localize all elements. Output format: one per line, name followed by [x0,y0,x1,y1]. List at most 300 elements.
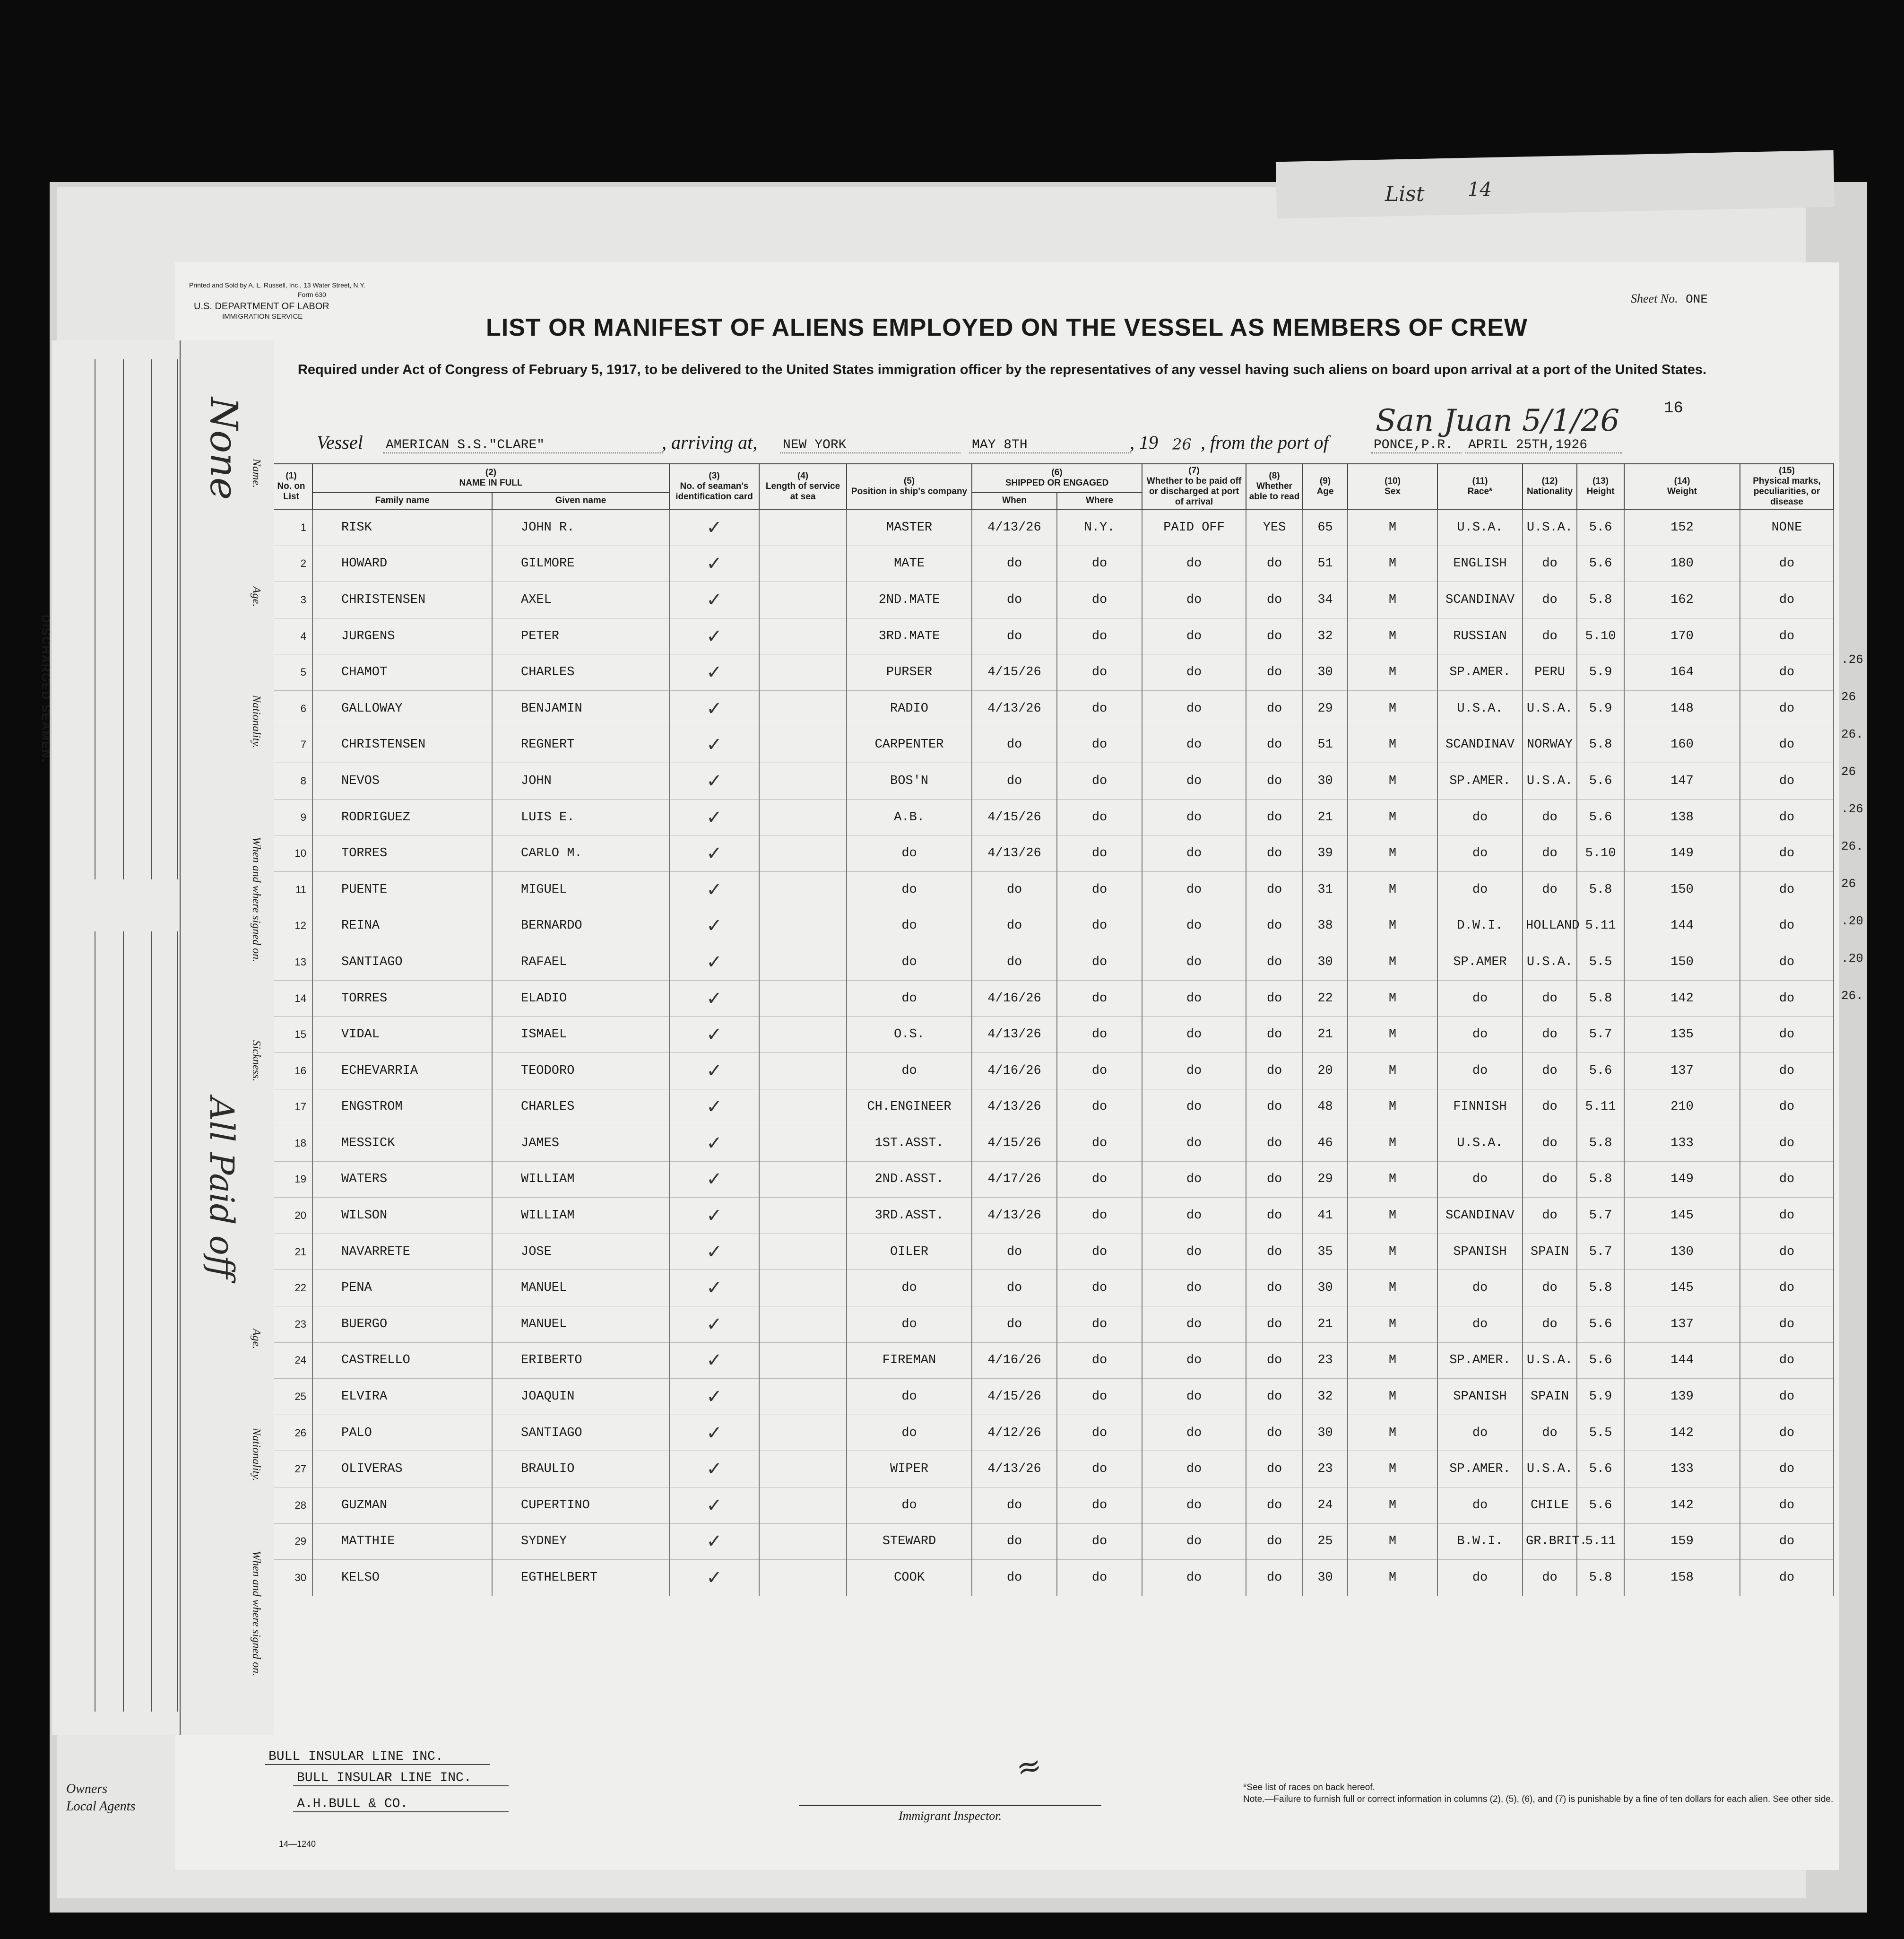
cell-when: 4/15/26 [972,799,1057,835]
cell-read: do [1246,908,1303,944]
cell-age: 21 [1303,1306,1348,1343]
row-number: 19 [270,1161,312,1198]
cell-given: ERIBERTO [492,1342,669,1379]
row-number: 10 [270,835,312,872]
cell-weight: 170 [1624,618,1740,654]
cell-family: REINA [312,908,492,944]
cell-nat: do [1523,980,1577,1017]
cell-weight: 142 [1624,980,1740,1017]
cell-sex: M [1348,582,1437,618]
table-row [270,1451,1834,1487]
cell-sex: M [1348,1487,1437,1524]
service-cell [759,835,847,872]
check-mark-icon: ✓ [706,1386,722,1408]
cell-sex: M [1348,1379,1437,1415]
cell-age: 29 [1303,1161,1348,1198]
col-header-position: (5) Position in ship's company [847,464,972,509]
cell-paid: do [1142,1342,1246,1379]
service-cell [759,1415,847,1451]
id-card-check [669,1270,759,1306]
cell-age: 30 [1303,654,1348,691]
table-row [270,618,1834,654]
cell-paid: PAID OFF [1142,509,1246,546]
row-number: 8 [270,763,312,800]
check-mark-icon: ✓ [706,553,722,575]
col-header-age: (9) Age [1303,464,1348,509]
cell-read: YES [1246,509,1303,546]
cell-paid: do [1142,944,1246,981]
cell-height: 5.6 [1577,1451,1624,1487]
cell-family: JURGENS [312,618,492,654]
row-number: 24 [270,1342,312,1379]
cell-given: ELADIO [492,980,669,1017]
cell-nat: do [1523,1415,1577,1451]
cell-weight: 150 [1624,944,1740,981]
cell-given: BENJAMIN [492,690,669,727]
cell-paid: do [1142,1560,1246,1596]
cell-given: JOHN R. [492,509,669,546]
col-header-height: (13) Height [1577,464,1624,509]
service-cell [759,1052,847,1089]
cell-when: do [972,944,1057,981]
cell-when: 4/13/26 [972,1451,1057,1487]
cell-race: do [1437,799,1523,835]
cell-age: 32 [1303,618,1348,654]
from-port: PONCE,P.R. [1371,438,1462,453]
discharged-seamen-title: DISCHARGED SEAMEN. [39,615,52,763]
service-cell [759,1234,847,1270]
check-mark-icon: ✓ [706,843,722,865]
cell-nat: PERU [1523,654,1577,691]
cell-where: do [1057,1198,1142,1234]
cell-weight: 144 [1624,1342,1740,1379]
row-number: 13 [270,944,312,981]
cell-when: 4/17/26 [972,1161,1057,1198]
crew-rows [270,509,1834,1596]
cell-nat: do [1523,1161,1577,1198]
cell-height: 5.10 [1577,618,1624,654]
check-mark-icon: ✓ [706,1349,722,1372]
cell-age: 30 [1303,1270,1348,1306]
cell-read: do [1246,763,1303,800]
cell-marks: do [1740,546,1834,582]
cell-given: ISMAEL [492,1017,669,1053]
id-card-check [669,1161,759,1198]
check-mark-icon: ✓ [706,770,722,792]
cell-read: do [1246,1017,1303,1053]
cell-marks: do [1740,1379,1834,1415]
cell-paid: do [1142,582,1246,618]
cell-position: do [847,1270,972,1306]
cell-height: 5.10 [1577,835,1624,872]
id-card-check [669,1017,759,1053]
cell-marks: do [1740,1161,1834,1198]
cell-sex: M [1348,1125,1437,1162]
service-cell [759,1306,847,1343]
cell-given: BERNARDO [492,908,669,944]
cell-given: WILLIAM [492,1198,669,1234]
cell-race: D.W.I. [1437,908,1523,944]
cell-where: do [1057,980,1142,1017]
row-number: 18 [270,1125,312,1162]
discharged-seamen-slip [52,340,274,1735]
col-header-nationality: (12) Nationality [1523,464,1577,509]
cell-nat: U.S.A. [1523,763,1577,800]
cell-weight: 137 [1624,1306,1740,1343]
id-card-check [669,727,759,763]
cell-when: do [972,1306,1057,1343]
edge-fragment: .20 [1841,951,1863,965]
cell-read: do [1246,1451,1303,1487]
service-cell [759,1270,847,1306]
col-header-id-card: (3) No. of seaman's identification card [669,464,759,509]
service-cell [759,763,847,800]
cell-when: 4/16/26 [972,1052,1057,1089]
cell-given: JAMES [492,1125,669,1162]
cell-read: do [1246,944,1303,981]
cell-paid: do [1142,546,1246,582]
cell-sex: M [1348,1161,1437,1198]
cell-height: 5.5 [1577,944,1624,981]
slip-signed-label-2: When and where signed on. [250,1551,262,1677]
cell-marks: do [1740,727,1834,763]
cell-paid: do [1142,727,1246,763]
service-cell [759,1342,847,1379]
cell-age: 22 [1303,980,1348,1017]
cell-read: do [1246,871,1303,908]
table-row [270,1415,1834,1451]
cell-family: RODRIGUEZ [312,799,492,835]
cell-marks: do [1740,1017,1834,1053]
col-header-sex: (10) Sex [1348,464,1437,509]
cell-read: do [1246,618,1303,654]
cell-age: 30 [1303,763,1348,800]
service-cell [759,1125,847,1162]
vessel-name: AMERICAN S.S."CLARE" [383,438,663,453]
id-card-check [669,1451,759,1487]
cell-race: do [1437,980,1523,1017]
cell-marks: do [1740,980,1834,1017]
cell-age: 32 [1303,1379,1348,1415]
cell-family: CHAMOT [312,654,492,691]
table-row [270,1560,1834,1596]
service-cell [759,908,847,944]
id-card-check [669,509,759,546]
service-cell [759,654,847,691]
cell-when: 4/15/26 [972,1379,1057,1415]
cell-height: 5.6 [1577,1306,1624,1343]
cell-weight: 150 [1624,871,1740,908]
cell-sex: M [1348,1052,1437,1089]
cell-nat: SPAIN [1523,1379,1577,1415]
cell-given: JOAQUIN [492,1379,669,1415]
cell-paid: do [1142,1523,1246,1560]
row-number: 17 [270,1089,312,1125]
cell-weight: 142 [1624,1415,1740,1451]
cell-sex: M [1348,1270,1437,1306]
cell-family: GUZMAN [312,1487,492,1524]
cell-position: do [847,944,972,981]
cell-marks: do [1740,1198,1834,1234]
owners-label: Owners [66,1782,108,1796]
cell-where: do [1057,546,1142,582]
id-card-check [669,763,759,800]
list-tab [1276,150,1835,219]
check-mark-icon: ✓ [706,1168,722,1191]
cell-weight: 142 [1624,1487,1740,1524]
check-mark-icon: ✓ [706,1567,722,1589]
cell-when: do [972,727,1057,763]
cell-sex: M [1348,1234,1437,1270]
cell-age: 21 [1303,1017,1348,1053]
cell-age: 23 [1303,1451,1348,1487]
cell-height: 5.7 [1577,1198,1624,1234]
crew-manifest-table [269,463,1834,1596]
cell-weight: 133 [1624,1451,1740,1487]
cell-position: do [847,871,972,908]
row-number: 22 [270,1270,312,1306]
check-mark-icon: ✓ [706,1530,722,1553]
cell-age: 51 [1303,546,1348,582]
cell-when: do [972,546,1057,582]
check-mark-icon: ✓ [706,987,722,1009]
check-mark-icon: ✓ [706,1096,722,1118]
cell-age: 46 [1303,1125,1348,1162]
cell-age: 35 [1303,1234,1348,1270]
edge-fragment: 26. [1841,839,1863,853]
cell-sex: M [1348,509,1437,546]
cell-position: 3RD.ASST. [847,1198,972,1234]
cell-nat: U.S.A. [1523,944,1577,981]
cell-marks: do [1740,618,1834,654]
check-mark-icon: ✓ [706,625,722,647]
id-card-check [669,1125,759,1162]
cell-position: 2ND.MATE [847,582,972,618]
cell-family: MATTHIE [312,1523,492,1560]
cell-weight: 145 [1624,1270,1740,1306]
slip-age-label: Age. [250,586,262,607]
table-row [270,908,1834,944]
cell-sex: M [1348,618,1437,654]
cell-position: 2ND.ASST. [847,1161,972,1198]
table-row [270,835,1834,872]
cell-where: do [1057,1523,1142,1560]
from-label: , from the port of [1201,432,1329,453]
cell-family: ELVIRA [312,1379,492,1415]
check-mark-icon: ✓ [706,1241,722,1263]
cell-weight: 139 [1624,1379,1740,1415]
service-cell [759,618,847,654]
cell-marks: NONE [1740,509,1834,546]
table-row [270,1487,1834,1524]
cell-marks: do [1740,1052,1834,1089]
slip-nationality-label-2: Nationality. [250,1428,262,1481]
id-card-check [669,1523,759,1560]
table-row [270,582,1834,618]
cell-weight: 159 [1624,1523,1740,1560]
cell-when: do [972,763,1057,800]
cell-paid: do [1142,908,1246,944]
row-number: 29 [270,1523,312,1560]
cell-position: 1ST.ASST. [847,1125,972,1162]
col-header-read: (8) Whether able to read [1246,464,1303,509]
row-number: 12 [270,908,312,944]
table-row [270,1017,1834,1053]
table-row [270,690,1834,727]
id-card-check [669,1198,759,1234]
check-mark-icon: ✓ [706,1132,722,1154]
cell-family: PUENTE [312,871,492,908]
cell-when: do [972,618,1057,654]
cell-sex: M [1348,1017,1437,1053]
cell-position: FIREMAN [847,1342,972,1379]
cell-race: ENGLISH [1437,546,1523,582]
cell-marks: do [1740,1234,1834,1270]
cell-where: do [1057,1487,1142,1524]
row-number: 2 [270,546,312,582]
cell-given: PETER [492,618,669,654]
id-card-check [669,944,759,981]
cell-read: do [1246,1523,1303,1560]
cell-height: 5.8 [1577,980,1624,1017]
cell-given: WILLIAM [492,1161,669,1198]
cell-paid: do [1142,1487,1246,1524]
cell-marks: do [1740,908,1834,944]
table-row [270,509,1834,546]
cell-where: do [1057,1270,1142,1306]
cell-race: do [1437,1052,1523,1089]
edge-fragment: 26 [1841,877,1856,891]
cell-when: 4/13/26 [972,1198,1057,1234]
table-row [270,871,1834,908]
cell-where: do [1057,1089,1142,1125]
cell-nat: HOLLAND [1523,908,1577,944]
service-cell [759,582,847,618]
cell-given: MANUEL [492,1270,669,1306]
penalty-note: Note.—Failure to furnish full or correct information in columns (2), (5), (6), and (7) is punishable by a fine of ten dollars for each alien. See other side. [1243,1794,1834,1804]
cell-race: U.S.A. [1437,690,1523,727]
row-number: 4 [270,618,312,654]
cell-nat: do [1523,1125,1577,1162]
cell-family: MESSICK [312,1125,492,1162]
cell-family: CHRISTENSEN [312,582,492,618]
cell-read: do [1246,654,1303,691]
cell-read: do [1246,546,1303,582]
cell-race: RUSSIAN [1437,618,1523,654]
cell-height: 5.8 [1577,1560,1624,1596]
col-header-when: When [972,493,1057,509]
cell-when: 4/13/26 [972,690,1057,727]
col-header-race: (11) Race* [1437,464,1523,509]
cell-paid: do [1142,690,1246,727]
cell-family: ENGSTROM [312,1089,492,1125]
cell-sex: M [1348,1523,1437,1560]
cell-race: B.W.I. [1437,1523,1523,1560]
cell-given: GILMORE [492,546,669,582]
cell-read: do [1246,980,1303,1017]
cell-weight: 152 [1624,509,1740,546]
service-cell [759,1198,847,1234]
cell-given: CHARLES [492,1089,669,1125]
check-mark-icon: ✓ [706,1277,722,1299]
cell-age: 23 [1303,1342,1348,1379]
id-card-check [669,908,759,944]
cell-family: VIDAL [312,1017,492,1053]
col-header-shipped: (6) SHIPPED OR ENGAGED [972,464,1142,493]
arriving-port: NEW YORK [780,438,961,453]
service-cell [759,980,847,1017]
cell-age: 20 [1303,1052,1348,1089]
cell-family: CASTRELLO [312,1342,492,1379]
row-number: 25 [270,1379,312,1415]
cell-marks: do [1740,799,1834,835]
cell-race: SPANISH [1437,1379,1523,1415]
cell-when: do [972,871,1057,908]
cell-given: JOSE [492,1234,669,1270]
cell-weight: 158 [1624,1560,1740,1596]
cell-paid: do [1142,1089,1246,1125]
cell-family: OLIVERAS [312,1451,492,1487]
cell-nat: do [1523,582,1577,618]
cell-weight: 149 [1624,1161,1740,1198]
cell-when: 4/16/26 [972,980,1057,1017]
cell-height: 5.9 [1577,1379,1624,1415]
cell-read: do [1246,799,1303,835]
cell-nat: do [1523,1017,1577,1053]
cell-height: 5.8 [1577,871,1624,908]
cell-height: 5.8 [1577,1161,1624,1198]
cell-read: do [1246,1306,1303,1343]
form-number: Form 630 [298,291,326,298]
cell-race: do [1437,1487,1523,1524]
table-row [270,727,1834,763]
cell-given: TEODORO [492,1052,669,1089]
cell-race: SP.AMER. [1437,763,1523,800]
cell-marks: do [1740,835,1834,872]
cell-nat: do [1523,1089,1577,1125]
cell-nat: U.S.A. [1523,509,1577,546]
cell-given: MANUEL [492,1306,669,1343]
slip-handwritten-paid-off: All Paid off [202,1097,241,1279]
row-number: 20 [270,1198,312,1234]
cell-when: 4/15/26 [972,654,1057,691]
cell-paid: do [1142,871,1246,908]
cell-nat: do [1523,1560,1577,1596]
id-card-check [669,980,759,1017]
check-mark-icon: ✓ [706,806,722,828]
service-cell [759,509,847,546]
cell-weight: 149 [1624,835,1740,872]
id-card-check [669,1052,759,1089]
cell-given: JOHN [492,763,669,800]
cell-given: MIGUEL [492,871,669,908]
table-row [270,1270,1834,1306]
cell-age: 39 [1303,835,1348,872]
cell-race: do [1437,1560,1523,1596]
cell-position: STEWARD [847,1523,972,1560]
cell-position: O.S. [847,1017,972,1053]
cell-sex: M [1348,799,1437,835]
id-card-check [669,690,759,727]
service-cell [759,1379,847,1415]
cell-marks: do [1740,944,1834,981]
cell-height: 5.6 [1577,1342,1624,1379]
cell-height: 5.9 [1577,654,1624,691]
cell-sex: M [1348,980,1437,1017]
service-cell [759,799,847,835]
cell-weight: 164 [1624,654,1740,691]
cell-when: do [972,1234,1057,1270]
